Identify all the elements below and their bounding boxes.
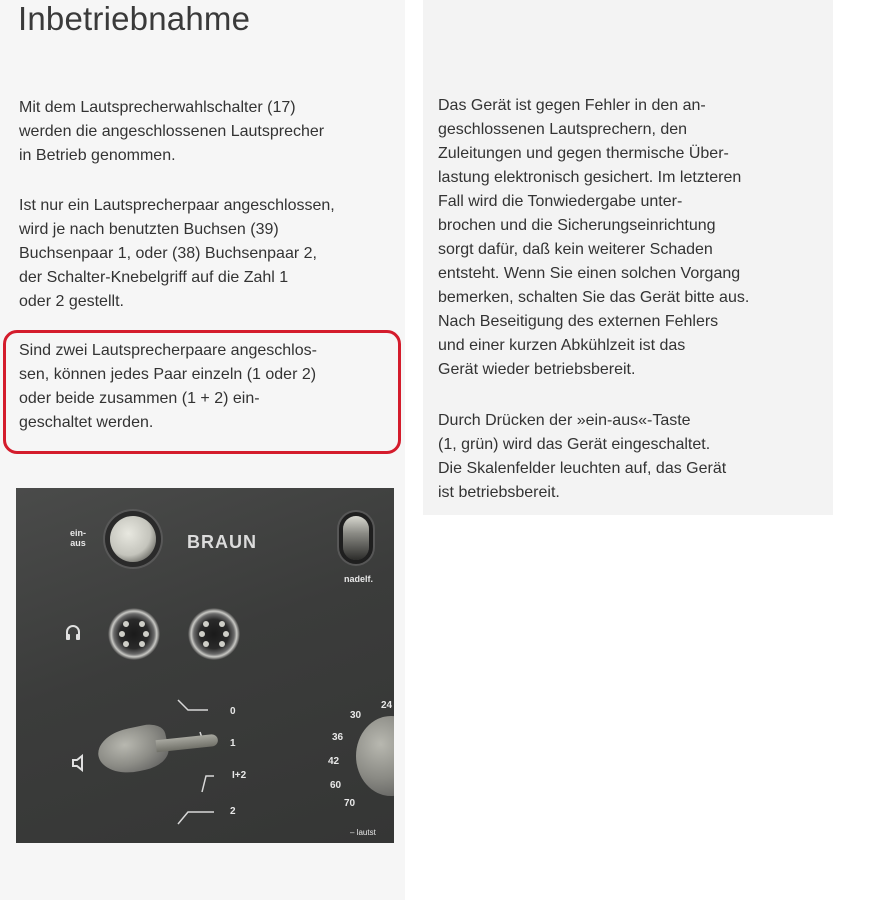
headphone-jack-2[interactable] [188, 608, 240, 660]
needle-button[interactable] [343, 516, 369, 560]
power-label-line2: aus [70, 538, 86, 548]
paragraph-two-pairs: Sind zwei Lautsprecherpaare angeschlos- sen, können jedes Paar einzeln (1 oder 2) oder beide zusammen (1 + 2) ein- geschaltet werden. [19, 342, 317, 431]
dial-number: 36 [332, 732, 344, 743]
paragraph-protection: Das Gerät ist gegen Fehler in den an- geschlossenen Lautsprechern, den Zuleitungen und gegen thermische Über- lastung elektronisch gesichert. Im letzteren Fall wird die Tonwiedergabe unter- brochen und die Sicherungseinrichtung sorgt dafür, daß kein weiterer Schaden entsteht. Wenn Sie einen solchen Vorgang bemerken, schalten Sie das Gerät bitte aus. Nach Beseitigung des externen Fehlers und einer kurzen Abkühlzeit ist das Gerät wieder betriebsbereit. [438, 97, 750, 378]
power-button[interactable] [110, 516, 156, 562]
dial-number: 42 [328, 756, 340, 767]
switch-position-1-plus-2: I+2 [232, 770, 247, 781]
switch-position-2: 2 [230, 806, 236, 817]
page-title: Inbetriebnahme [18, 0, 251, 37]
switch-position-lines [174, 692, 230, 832]
headphone-jack-1[interactable] [108, 608, 160, 660]
dial-number: 70 [344, 798, 356, 809]
dial-number: 24 [381, 700, 393, 711]
power-label-line1: ein- [70, 528, 87, 538]
paragraph-power-on: Durch Drücken der »ein-aus«-Taste (1, grün) wird das Gerät eingeschaltet. Die Skalenfelder leuchten auf, das Gerät ist betriebsbereit. [438, 412, 727, 501]
switch-position-1: 1 [230, 738, 236, 749]
dial-number: 30 [350, 710, 362, 721]
needle-label: nadelf. [344, 574, 374, 584]
headphones-icon [64, 624, 82, 642]
speaker-icon [70, 754, 88, 772]
switch-position-0: 0 [230, 706, 236, 717]
dial-number: 60 [330, 780, 342, 791]
paragraph-speaker-selector: Mit dem Lautsprecherwahlschalter (17) werden die angeschlossenen Lautsprecher in Betrieb genommen. [19, 99, 325, 164]
paragraph-one-pair: Ist nur ein Lautsprecherpaar angeschlossen, wird je nach benutzten Buchsen (39) Buchsenpaar 1, oder (38) Buchsenpaar 2, der Schalter-Knebelgriff auf die Zahl 1 oder 2 gestellt. [19, 197, 335, 310]
device-photo [16, 488, 394, 843]
volume-knob[interactable] [356, 716, 394, 796]
power-label [70, 528, 86, 548]
dial-caption: – lautst [350, 828, 376, 837]
brand-logo: BRAUN [187, 532, 257, 552]
